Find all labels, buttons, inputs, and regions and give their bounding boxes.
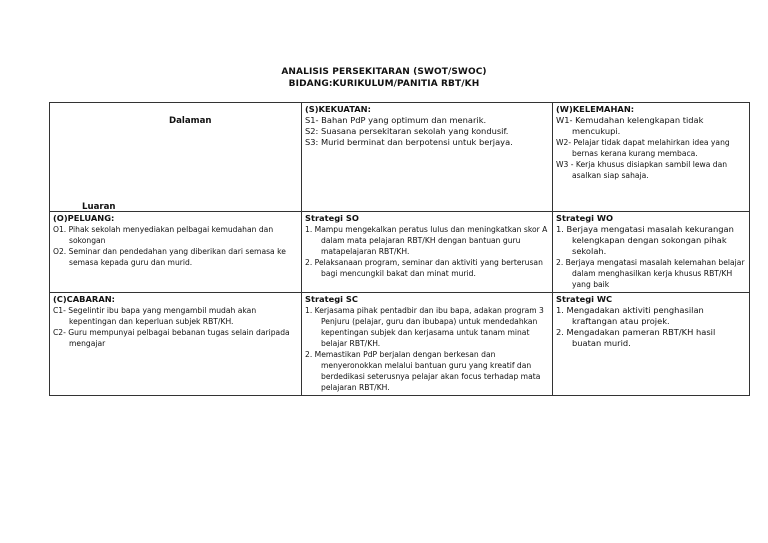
- corner-cell: [50, 103, 302, 212]
- list-item: 2. Mengadakan pameran RBT/KH hasil buatan murid.: [556, 327, 716, 348]
- list-item: S1- Bahan PdP yang optimum dan menarik.: [305, 115, 487, 125]
- swot-table: [49, 102, 750, 396]
- list-item: 2. Berjaya mengatasi masalah kelemahan belajar dalam menghasilkan kerja khusus RBT/KH yang baik: [556, 258, 745, 289]
- strategi-so-list: [305, 224, 549, 279]
- list-item: O2. Seminar dan pendedahan yang diberikan dari semasa ke semasa kepada guru dan murid.: [53, 247, 286, 267]
- kelemahan-heading: (W)KELEMAHAN:: [556, 104, 635, 114]
- cabaran-cell: [50, 293, 302, 396]
- cabaran-heading: (C)CABARAN:: [53, 294, 115, 304]
- list-item: W3 - Kerja khusus disiapkan sambil lewa dan asalkan siap sahaja.: [556, 160, 728, 180]
- strategi-wc-list: [556, 305, 746, 349]
- list-item: 2. Pelaksanaan program, seminar dan aktiviti yang berterusan bagi mencungkil bakat dan minat murid.: [305, 258, 543, 278]
- kelemahan-cell: [553, 103, 750, 212]
- table-row: [50, 103, 750, 212]
- list-item: C1- Segelintir ibu bapa yang mengambil mudah akan kepentingan dan keperluan subjek RBT/KH.: [53, 306, 257, 326]
- luaran-label: Luaran: [82, 202, 116, 212]
- document-subtitle: BIDANG:KURIKULUM/PANITIA RBT/KH: [288, 79, 480, 89]
- peluang-list: [53, 224, 298, 268]
- list-item: 1. Mengadakan aktiviti penghasilan kraftangan atau projek.: [556, 305, 704, 326]
- strategi-sc-heading: Strategi SC: [305, 294, 358, 304]
- list-item: W1- Kemudahan kelengkapan tidak mencukupi.: [556, 115, 704, 136]
- dalaman-label: Dalaman: [169, 116, 212, 126]
- table-row: [50, 212, 750, 293]
- strategi-wo-heading: Strategi WO: [556, 213, 614, 223]
- list-item: S3: Murid berminat dan berpotensi untuk berjaya.: [305, 137, 513, 147]
- cabaran-list: [53, 305, 298, 349]
- list-item: 2. Memastikan PdP berjalan dengan berkesan dan menyeronokkan melalui bantuan guru yang kreatif dan berdedikasi seterusnya pelajar akan focus terhadap mata pelajaran RBT/KH.: [305, 350, 541, 392]
- list-item: W2- Pelajar tidak dapat melahirkan idea yang bernas kerana kurang membaca.: [556, 138, 730, 158]
- kekuatan-heading: (S)KEKUATAN:: [305, 104, 371, 114]
- peluang-heading: (O)PELUANG:: [53, 213, 115, 223]
- document-title: ANALISIS PERSEKITARAN (SWOT/SWOC): [281, 67, 487, 77]
- kekuatan-cell: [302, 103, 553, 212]
- list-item: 1. Kerjasama pihak pentadbir dan ibu bapa, adakan program 3 Penjuru (pelajar, guru dan ibubapa) untuk mendedahkan kepentingan subjek dan kerjasama untuk tanam minat belajar RBT/KH.: [305, 306, 544, 348]
- table-row: [50, 293, 750, 396]
- list-item: 1. Mampu mengekalkan peratus lulus dan meningkatkan skor A dalam mata pelajaran RBT/KH dengan bantuan guru matapelajaran RBT/KH.: [305, 225, 548, 256]
- peluang-cell: [50, 212, 302, 293]
- kelemahan-list: [556, 115, 746, 181]
- kekuatan-list: [305, 115, 549, 148]
- list-item: 1. Berjaya mengatasi masalah kekurangan kelengkapan dengan sokongan pihak sekolah.: [556, 224, 734, 256]
- strategi-so-cell: [302, 212, 553, 293]
- list-item: C2- Guru mempunyai pelbagai bebanan tugas selain daripada mengajar: [53, 328, 290, 348]
- strategi-wo-cell: [553, 212, 750, 293]
- list-item: S2: Suasana persekitaran sekolah yang kondusif.: [305, 126, 509, 136]
- strategi-sc-list: [305, 305, 549, 393]
- list-item: O1. Pihak sekolah menyediakan pelbagai kemudahan dan sokongan: [53, 225, 274, 245]
- strategi-wc-heading: Strategi WC: [556, 294, 613, 304]
- strategi-wc-cell: [553, 293, 750, 396]
- strategi-sc-cell: [302, 293, 553, 396]
- strategi-wo-list: [556, 224, 746, 290]
- strategi-so-heading: Strategi SO: [305, 213, 359, 223]
